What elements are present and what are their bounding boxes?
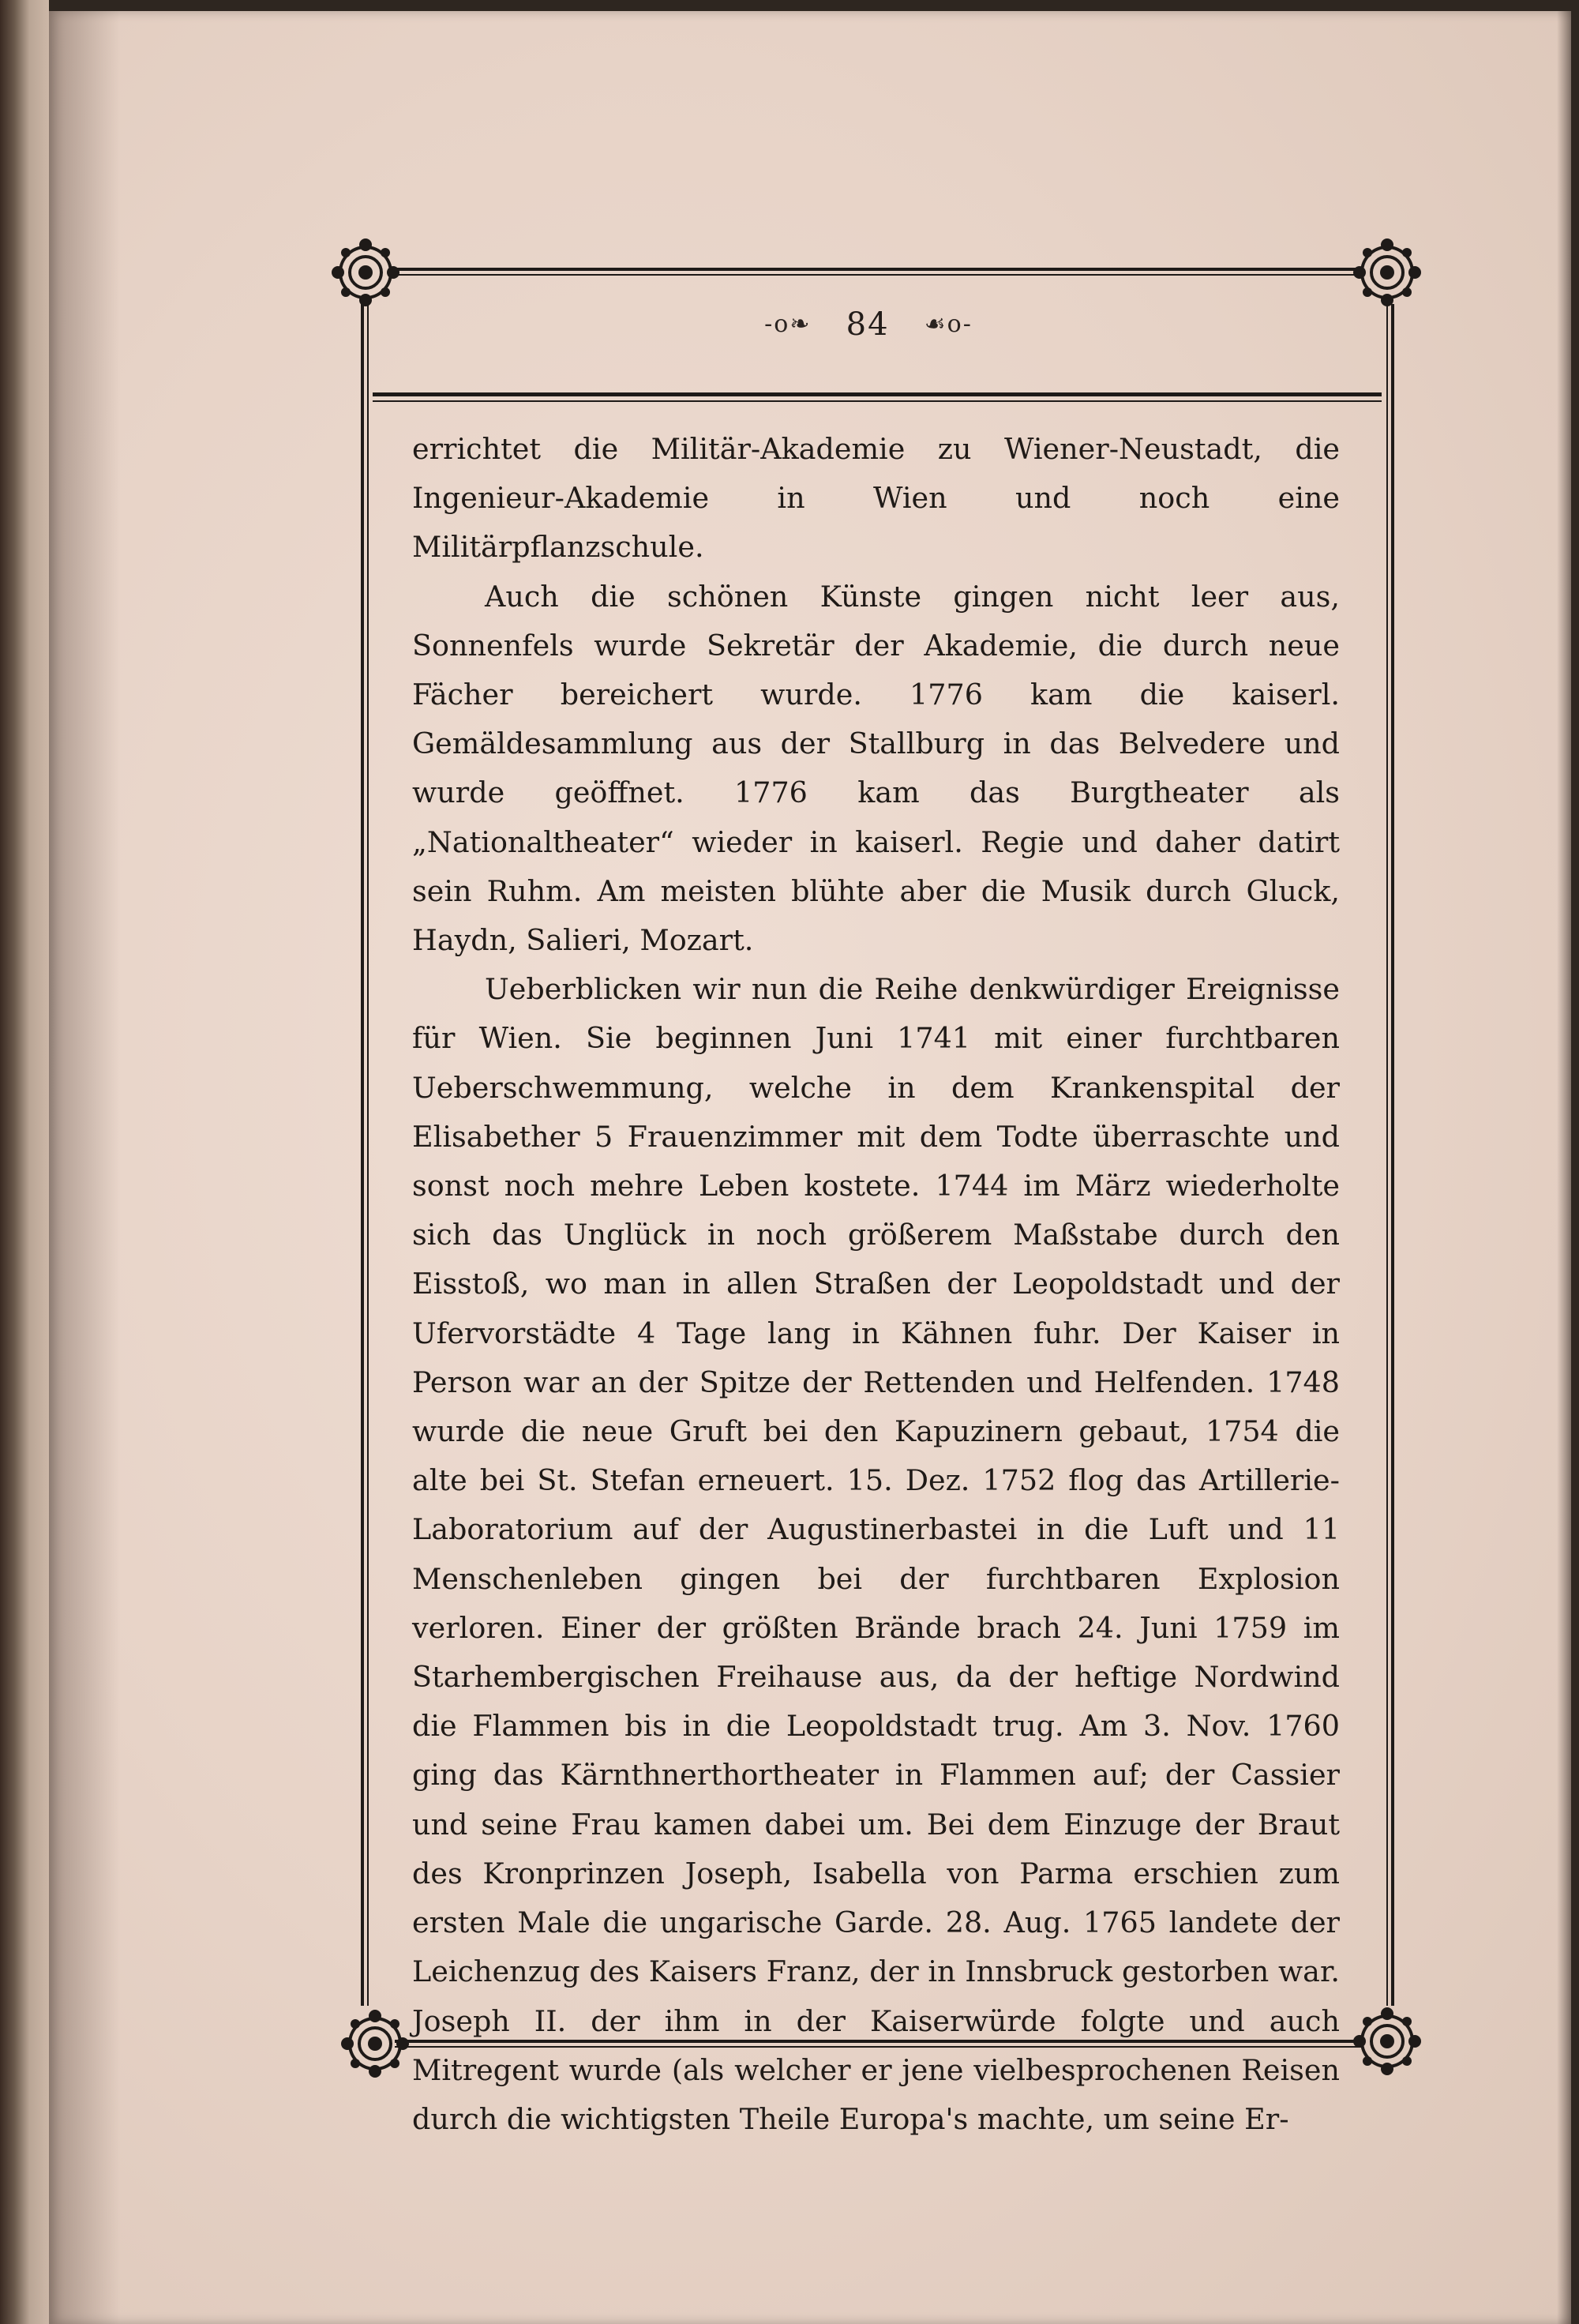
header-ornament-right: ☙o- (924, 310, 973, 338)
book-spine-edge (0, 0, 49, 2324)
page-right-edge (1557, 11, 1571, 2324)
frame-top-rule (395, 268, 1362, 271)
binding-shadow (49, 11, 120, 2324)
frame-left-rule-thin (367, 304, 369, 2006)
paragraph: Auch die schönen Künste gingen nicht leer aus, Sonnenfels wurde Sekretär der Akademie, die durch neue Fächer bereichert wurde. 1776 kam die kaiserl. Gemäldesammlung aus der Stallburg in das Belvedere und wurde geöffnet. 1776 kam das Burgtheater als „Nationaltheater“ wieder in kaiserl. Regie und daher datirt sein Ruhm. Am meisten blühte aber die Musik durch Gluck, Haydn, Salieri, Mozart. (412, 579, 1340, 958)
corner-rosette-icon (1352, 237, 1423, 308)
page-header (332, 306, 1405, 343)
corner-rosette-icon (339, 2008, 411, 2079)
frame-left-rule (361, 304, 364, 2006)
page-number: 84 (846, 306, 890, 343)
paragraph: Ueberblicken wir nun die Reihe denkwürdiger Ereignisse für Wien. Sie beginnen Juni 1741 mit einer furchtbaren Ueberschwemmung, welche in dem Krankenspital der Elisabether 5 Frauenzimmer mit dem Todte überraschte und sonst noch mehre Leben kostete. 1744 im März wiederholte sich das Unglück in noch größerem Maßstabe durch den Eisstoß, wo man in allen Straßen der Leopoldstadt und der Ufervorstädte 4 Tage lang in Kähnen fuhr. Der Kaiser in Person war an der Spitze der Rettenden und Helfenden. 1748 wurde die neue Gruft bei den Kapuzinern gebaut, 1754 die alte bei St. Stefan erneuert. 15. Dez. 1752 flog das Artillerie-Laboratorium auf der Augustinerbastei in die Luft und 11 Menschenleben gingen bei der furchtbaren Explosion verloren. Einer der größten Brände brach 24. Juni 1759 im Starhembergischen Freihause aus, da der heftige Nordwind die Flammen bis in die Leopoldstadt trug. Am 3. Nov. 1760 ging das Kärnthnerthortheater in Flammen auf; der Cassier und seine Frau kamen dabei um. Bei dem Einzuge der Braut des Kronprinzen Joseph, Isabella von Parma erschien zum ersten Male die ungarische Garde. 28. Aug. 1765 landete der Leichenzug des Kaisers Franz, der in Innsbruck gestorben war. Joseph II. der ihm in der Kaiserwürde folgte und auch Mitregent wurde (als welcher er jene vielbesprochenen Reisen durch die wichtigsten Theile Europa's machte, um seine Er- (412, 972, 1340, 2136)
frame-right-rule-thin (1386, 304, 1388, 2006)
header-separator-rule-thin (373, 400, 1382, 402)
header-ornament-left: -o❧ (764, 310, 812, 338)
frame-right-rule (1391, 304, 1394, 2006)
header-separator-rule (373, 392, 1382, 396)
corner-rosette-icon (330, 237, 401, 308)
corner-rosette-icon (1352, 2006, 1423, 2077)
body-text (412, 425, 1340, 2144)
paragraph: errichtet die Militär-Akademie zu Wiener-Neustadt, die Ingenieur-Akademie in Wien und noch eine Militärpflanzschule. (412, 432, 1340, 565)
frame-top-rule-thin (395, 274, 1362, 276)
